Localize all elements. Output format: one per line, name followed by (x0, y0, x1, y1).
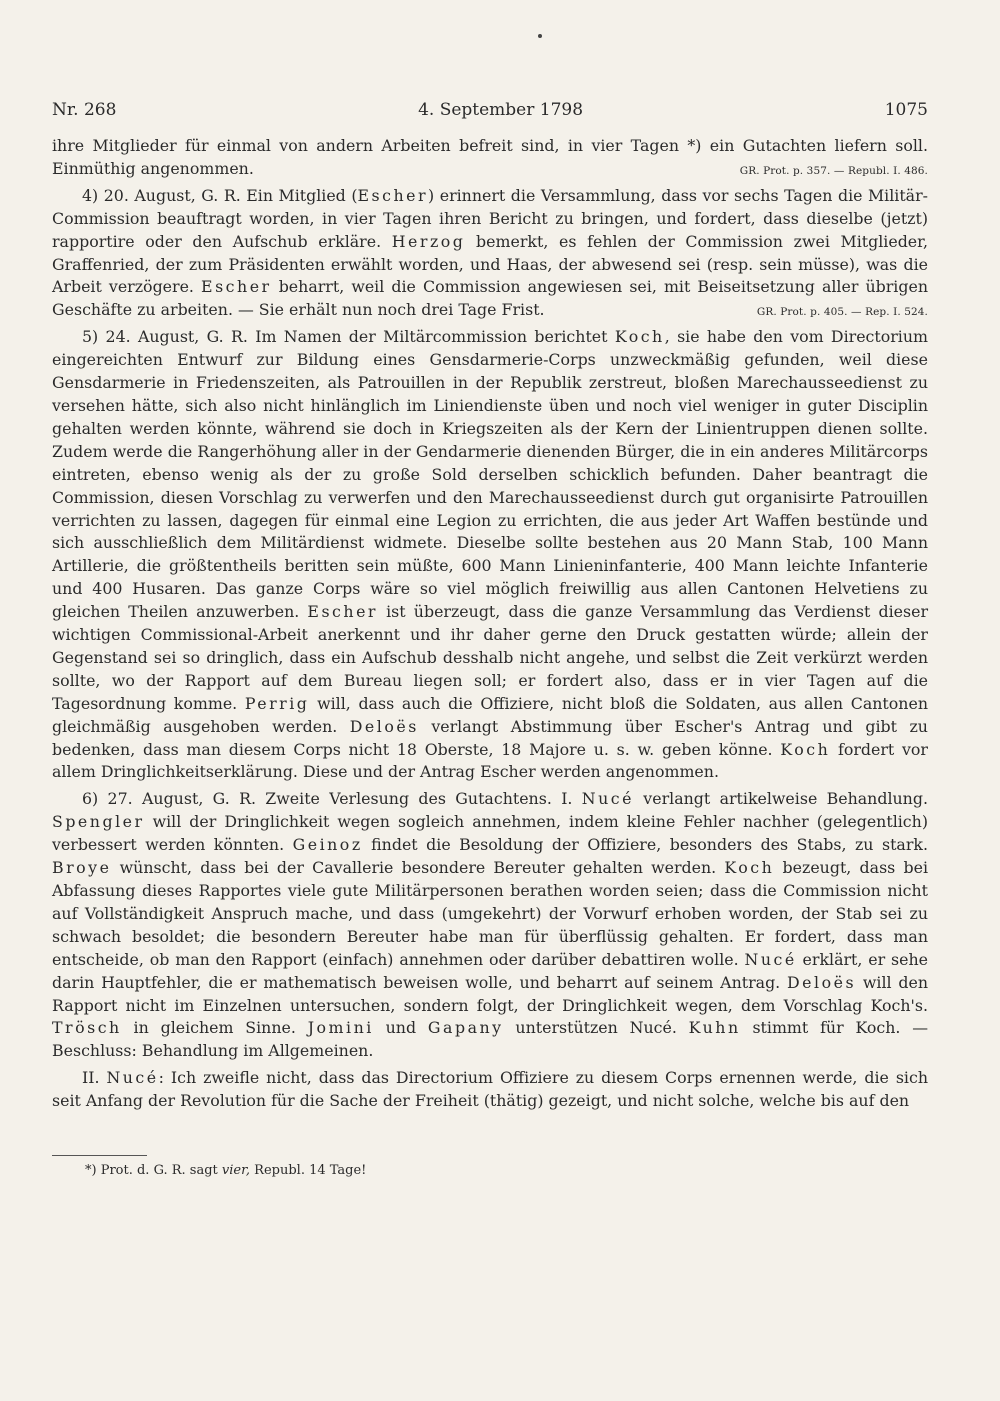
page-number: 1075 (884, 100, 928, 120)
issue-number: Nr. 268 (52, 100, 117, 120)
speaker-name: Escher (201, 277, 272, 297)
speaker-name: Deloës (787, 972, 857, 992)
speaker-name: Jomini (307, 1018, 374, 1038)
header-date: 4. September 1798 (418, 100, 584, 120)
speaker-name: Nucé (744, 949, 797, 969)
speaker-name: Spengler (52, 812, 145, 832)
footnote: *) Prot. d. G. R. sagt vier, Republ. 14 Tage! (85, 1163, 367, 1178)
speaker-name: Herzog (391, 231, 466, 251)
speaker-name: Perrig (244, 693, 310, 713)
reference: GR. Prot. p. 405. — Rep. I. 524. (756, 306, 928, 319)
speaker-name: Escher (307, 602, 378, 622)
speaker-name: Broye (52, 858, 112, 878)
print-speck (538, 34, 542, 38)
speaker-name: Deloës (349, 716, 419, 736)
paragraph-4: 4) 20. August, G. R. Ein Mitglied (Escher) erinnert die Versammlung, dass vor sechs Tagen die Militär-Commission beauftragt worden, in vier Tagen ihren Bericht zu bringen, und fordert, dass dieselbe (jetzt) rapportire oder den Aufschub erkläre. Herzog bemerkt, es fehlen der Commission zwei Mitglieder, Graffenried, der zum Präsidenten erwählt worden, und Haas, der abwesend sei (resp. sein müsse), was die Arbeit verzögere. Escher beharrt, weil die Commission angewiesen sei, mit Beiseitsetzung aller übrigen Geschäfte zu arbeiten. — Sie erhält nun noch drei Tage Frist. GR. Prot. p. 405. — Rep. I. 524. (52, 185, 928, 322)
paragraph-ii: II. Nucé: Ich zweifle nicht, dass das Directorium Offiziere zu diesem Corps ernennen werde, die sich seit Anfang der Revolution für die Sache der Freiheit (thätig) gezeigt, und nicht solche, welche bis auf den (52, 1068, 928, 1111)
speaker-name: Kuhn (688, 1018, 741, 1038)
footnote-rule (52, 1155, 147, 1156)
paragraph-5: 5) 24. August, G. R. Im Namen der Miltärcommission berichtet Koch, sie habe den vom Directorium eingereichten Entwurf zur Bildung eines Gensdarmerie-Corps unzweckmäßig gefunden, weil diese Gensdarmerie in Friedenszeiten, als Patrouillen in der Republik zerstreut, bloßen Marechausseedienst zu versehen hätte, sich also nicht hinlänglich im Liniendienste üben und noch viel weniger in guter Disciplin gehalten werden könnte, während sie doch in Kriegszeiten als der Kern der Linientruppen dienen sollte. Zudem werde die Rangerhöhung aller in der Gendarmerie dienenden Bürger, die in ein anderes Militärcorps eintreten, ebenso wenig als der zu große Sold derselben schicklich befunden. Daher beantragt die Commission, diesen Vorschlag zu verwerfen und den Marechausseedienst durch gut organisirte Patrouillen verrichten zu lassen, dagegen für einmal eine Legion zu errichten, die aus jeder Art Waffen bestünde und sich ausschließlich dem Militärdienst widmete. Dieselbe sollte bestehen aus 20 Mann Stab, 100 Mann Artillerie, die größtentheils beritten sein müßte, 600 Mann Linieninfanterie, 400 Mann leichte Infanterie und 400 Husaren. Das ganze Corps wäre so viel möglich freiwillig aus allen Cantonen Helvetiens zu gleichen Theilen anzuwerben. Escher ist überzeugt, dass die ganze Versammlung das Verdienst dieser wichtigen Commissional-Arbeit anerkennt und ihr daher gerne den Druck gestatten würde; allein der Gegenstand sei so dringlich, dass ein Aufschub desshalb nicht angehe, und selbst die Zeit verkürzt werden sollte, wo der Rapport auf dem Bureau liegen soll; er fordert also, dass er in vier Tagen auf die Tagesordnung komme. Perrig will, dass auch die Offiziere, nicht bloß die Soldaten, aus allen Cantonen gleichmäßig ausgehoben werden. Deloës verlangt Abstimmung über Escher's Antrag und gibt zu bedenken, dass man diesem Corps nicht 18 Oberste, 18 Majore u. s. w. geben könne. Koch fordert vor allem Dringlichkeitserklärung. Diese und der Antrag Escher werden angenommen. (52, 327, 928, 782)
speaker-name: Trösch (52, 1018, 122, 1038)
speaker-name: Gapany (427, 1018, 504, 1038)
speaker-name: Nucé (581, 789, 634, 809)
speaker-name: Koch (614, 327, 665, 347)
reference: GR. Prot. p. 357. — Republ. I. 486. (739, 164, 928, 177)
speaker-name: Geinoz (292, 835, 363, 855)
page-body (52, 135, 928, 1113)
speaker-name: Koch (724, 858, 775, 878)
speaker-name: Escher (357, 185, 429, 205)
paragraph-continuation: ihre Mitglieder für einmal von andern Arbeiten befreit sind, in vier Tagen *) ein Gutachten liefern soll. Einmüthig angenommen. GR. Prot. p. 357. — Republ. I. 486. (52, 135, 928, 181)
speaker-name: Nucé (106, 1068, 159, 1088)
paragraph-6: 6) 27. August, G. R. Zweite Verlesung des Gutachtens. I. Nucé verlangt artikelweise Behandlung. Spengler will der Dringlichkeit wegen sogleich annehmen, indem kleine Fehler nachher (gelegentlich) verbessert werden könnten. Geinoz findet die Besoldung der Offiziere, besonders des Stabs, zu stark. Broye wünscht, dass bei der Cavallerie besondere Bereuter gehalten werden. Koch bezeugt, dass bei Abfassung dieses Rapportes viele gute Militärpersonen berathen worden seien; dass die Commission nicht auf Vollständigkeit Anspruch mache, und dass (umgekehrt) der Vorwurf erhoben worden, der Stab sei zu schwach besoldet; die besondern Bereuter habe man für überflüssig gehalten. Er fordert, dass man entscheide, ob man den Rapport (einfach) annehmen oder darüber debattiren wolle. Nucé erklärt, er sehe darin Hauptfehler, die er mathematisch beweisen wolle, und beharrt auf seinem Antrag. Deloës will den Rapport nicht im Einzelnen untersuchen, sondern folgt, der Dringlichkeit wegen, dem Vorschlag Koch's. Trösch in gleichem Sinne. Jomini und Gapany unterstützen Nucé. Kuhn stimmt für Koch. — Beschluss: Behandlung im Allgemeinen. (52, 789, 929, 1061)
speaker-name: Koch (780, 739, 831, 759)
page-header (52, 100, 928, 120)
